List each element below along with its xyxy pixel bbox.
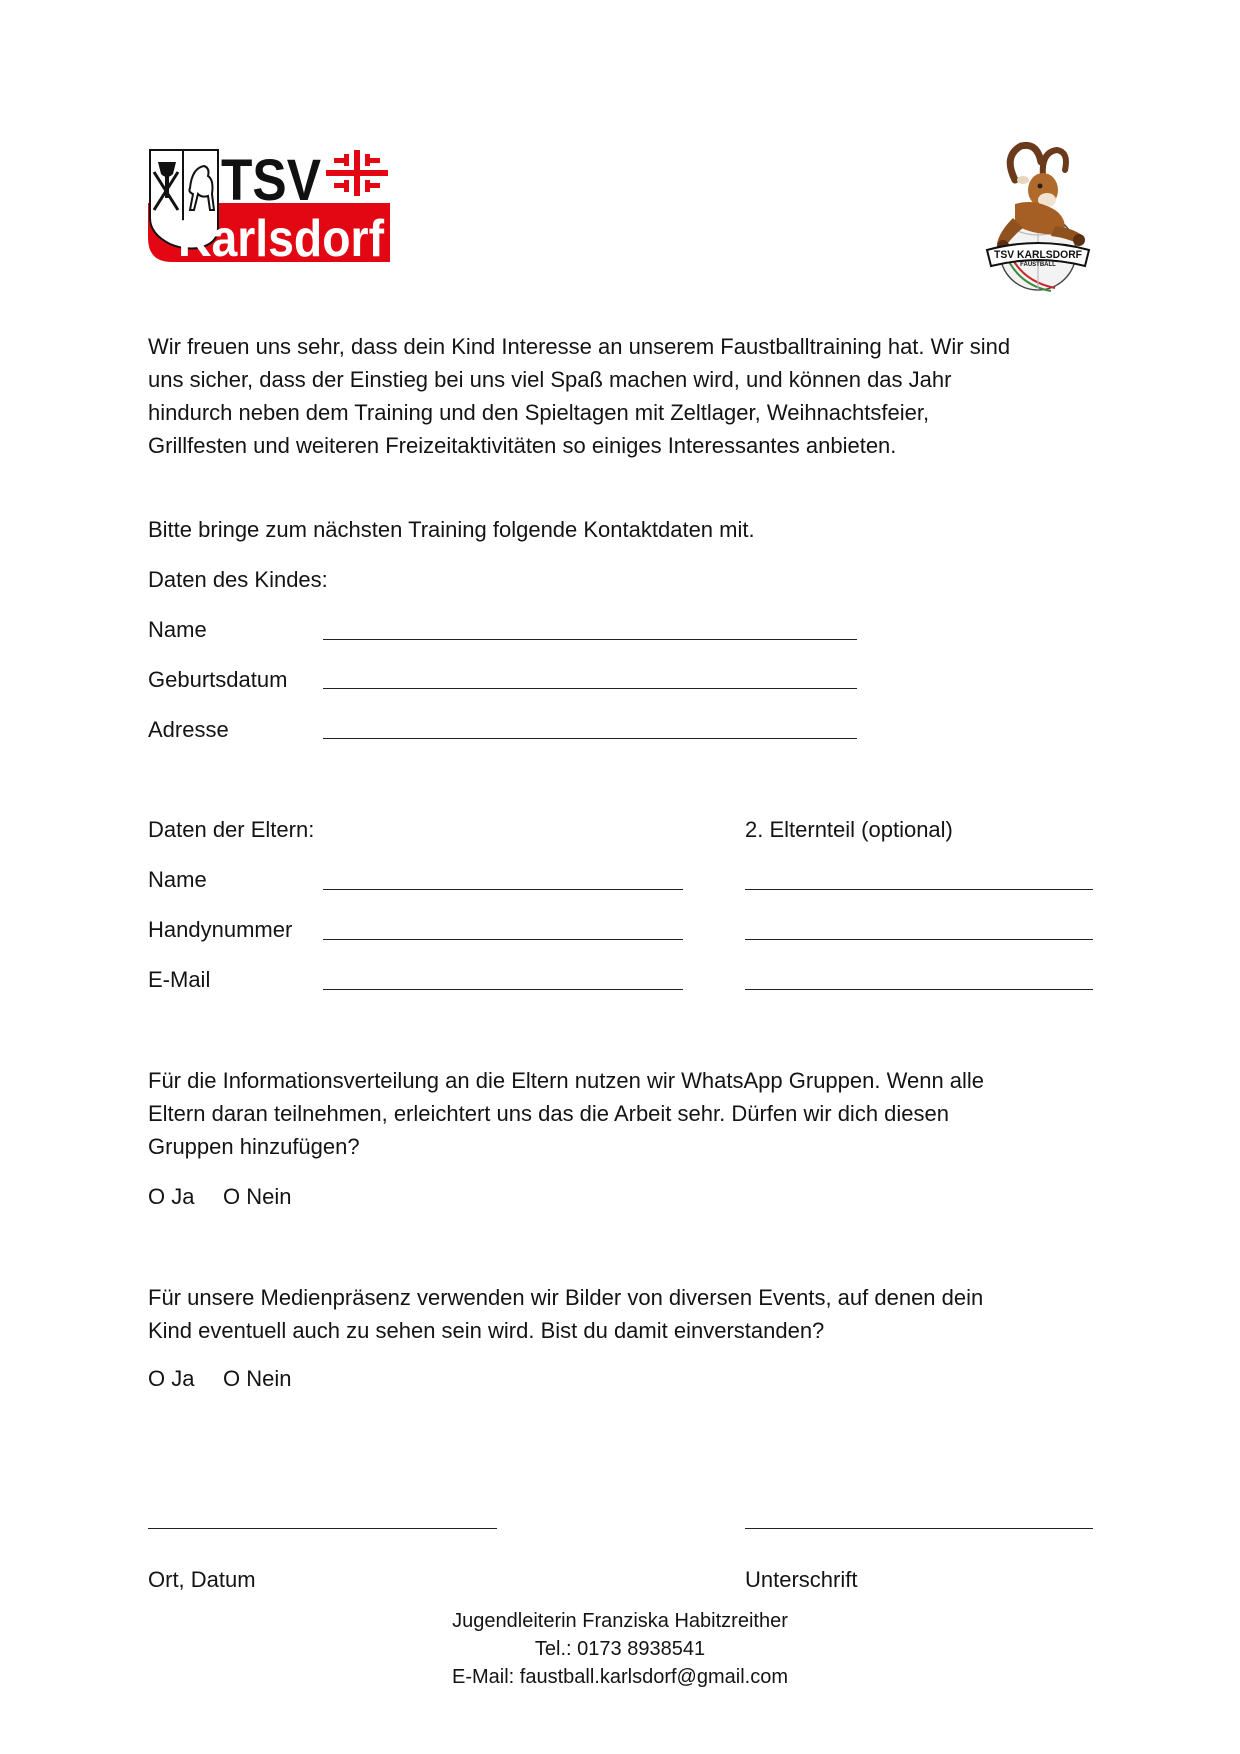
instruction-text: Bitte bringe zum nächsten Training folgende Kontaktdaten mit. bbox=[148, 517, 755, 542]
place-date-field[interactable] bbox=[148, 1528, 497, 1529]
whatsapp-line: Eltern daran teilnehmen, erleichtert uns das die Arbeit sehr. Dürfen wir dich diesen bbox=[148, 1101, 949, 1126]
child-address-field[interactable] bbox=[323, 738, 857, 739]
intro-line: uns sicher, dass der Einstieg bei uns viel Spaß machen wird, und können das Jahr bbox=[148, 367, 952, 392]
tsv-karlsdorf-logo bbox=[148, 148, 390, 262]
parent-phone-label: Handynummer bbox=[148, 917, 293, 942]
parent-phone-field[interactable] bbox=[323, 939, 683, 940]
mascot-sub-text: FAUSTBALL bbox=[1020, 262, 1056, 268]
logo-karlsdorf-text: Karlsdorf bbox=[178, 210, 385, 262]
second-parent-phone-field[interactable] bbox=[745, 939, 1093, 940]
parents-data-heading: Daten der Eltern: bbox=[148, 817, 315, 842]
media-paragraph bbox=[148, 1281, 1108, 1347]
whatsapp-no-option[interactable]: O Nein bbox=[223, 1184, 292, 1209]
intro-line: Wir freuen uns sehr, dass dein Kind Interesse an unserem Faustballtraining hat. Wir sind bbox=[148, 334, 1011, 359]
ibex-mascot-icon bbox=[985, 140, 1091, 294]
parent-email-field[interactable] bbox=[323, 989, 683, 990]
child-name-field[interactable] bbox=[323, 639, 857, 640]
turner-cross-icon bbox=[326, 150, 388, 196]
logo-tsv-text: TSV bbox=[221, 148, 322, 213]
child-birthdate-field[interactable] bbox=[323, 688, 857, 689]
footer-email[interactable]: E-Mail: faustball.karlsdorf@gmail.com bbox=[452, 1666, 788, 1688]
signature-field[interactable] bbox=[745, 1528, 1093, 1529]
intro-paragraph bbox=[148, 330, 1108, 462]
media-yes-option[interactable]: O Ja bbox=[148, 1366, 195, 1391]
faustball-mascot-logo bbox=[985, 140, 1091, 294]
intro-line: Grillfesten und weiteren Freizeitaktivitäten so einiges Interessantes anbieten. bbox=[148, 433, 897, 458]
parent-name-label: Name bbox=[148, 867, 207, 892]
parent-email-label: E-Mail bbox=[148, 967, 211, 992]
place-date-label: Ort, Datum bbox=[148, 1567, 256, 1592]
media-no-option[interactable]: O Nein bbox=[223, 1366, 292, 1391]
second-parent-email-field[interactable] bbox=[745, 989, 1093, 990]
footer-contact-person: Jugendleiterin Franziska Habitzreither bbox=[452, 1610, 788, 1632]
child-birthdate-label: Geburtsdatum bbox=[148, 667, 288, 692]
second-parent-heading: 2. Elternteil (optional) bbox=[745, 817, 953, 842]
whatsapp-paragraph bbox=[148, 1064, 1108, 1163]
child-data-heading: Daten des Kindes: bbox=[148, 567, 328, 592]
intro-line: hindurch neben dem Training und den Spieltagen mit Zeltlager, Weihnachtsfeier, bbox=[148, 400, 930, 425]
mascot-banner-text: TSV KARLSDORF bbox=[994, 249, 1083, 261]
signature-label: Unterschrift bbox=[745, 1567, 858, 1592]
child-name-label: Name bbox=[148, 617, 207, 642]
parent-name-field[interactable] bbox=[323, 889, 683, 890]
whatsapp-line: Gruppen hinzufügen? bbox=[148, 1134, 360, 1159]
media-line: Für unsere Medienpräsenz verwenden wir Bilder von diversen Events, auf denen dein bbox=[148, 1285, 984, 1310]
footer-phone: Tel.: 0173 8938541 bbox=[534, 1638, 706, 1660]
whatsapp-yes-option[interactable]: O Ja bbox=[148, 1184, 195, 1209]
child-address-label: Adresse bbox=[148, 717, 229, 742]
whatsapp-line: Für die Informationsverteilung an die Eltern nutzen wir WhatsApp Gruppen. Wenn alle bbox=[148, 1068, 985, 1093]
media-line: Kind eventuell auch zu sehen sein wird. Bist du damit einverstanden? bbox=[148, 1318, 825, 1343]
tsv-logo-graphic bbox=[148, 148, 390, 262]
second-parent-name-field[interactable] bbox=[745, 889, 1093, 890]
